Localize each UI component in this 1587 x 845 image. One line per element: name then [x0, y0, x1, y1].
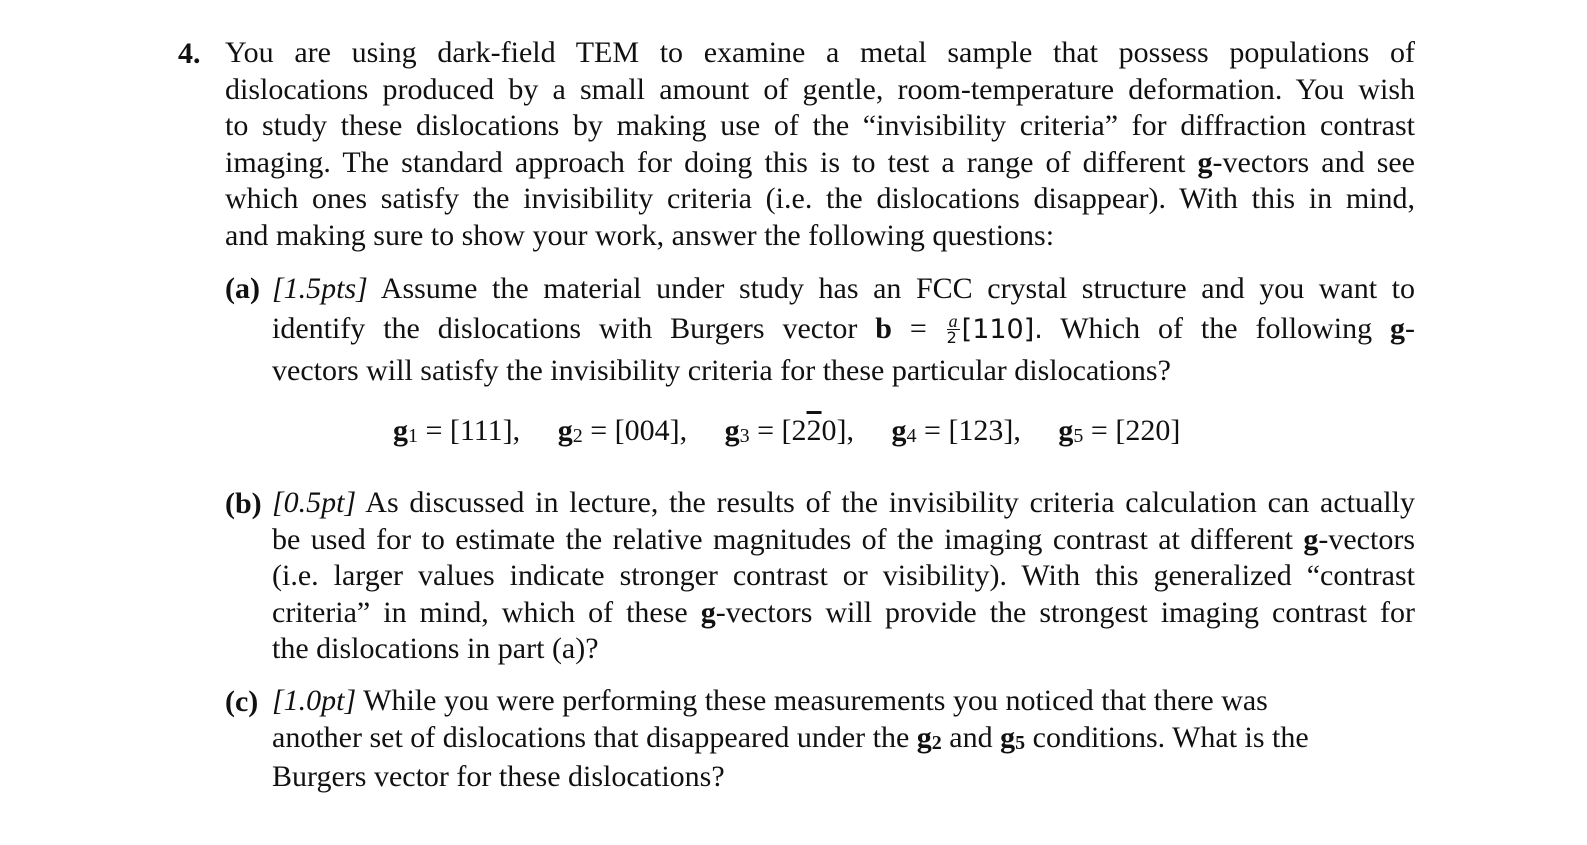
- g-vector-item: [725, 412, 854, 453]
- equals-sign: =: [749, 414, 782, 447]
- g-vector-value: [123],: [948, 414, 1021, 447]
- intro-line: dislocations produced by a small amount of gentle, room-temperature deformation. You wish: [225, 72, 1415, 106]
- part-c-text: While you were performing these measurements you noticed that there was: [363, 684, 1268, 717]
- part-c-points: [1.0pt]: [272, 684, 357, 717]
- part-c-label: (c): [225, 685, 259, 718]
- g-subscript: 2: [572, 425, 583, 447]
- part-b-points: [0.5pt]: [272, 486, 357, 519]
- g-vector-item: [1058, 412, 1180, 453]
- intro-line-part: -vectors and see: [1212, 145, 1415, 179]
- g-symbol: g: [700, 595, 716, 629]
- part-c-line: [272, 720, 1415, 760]
- part-b-label: (b): [225, 487, 262, 520]
- part-c-text: another set of dislocations that disappeared under the: [272, 720, 917, 754]
- part-a-body: [272, 270, 1415, 389]
- g-subscript: 4: [906, 425, 917, 447]
- intro-line: [225, 145, 1415, 182]
- g-vector-list: [393, 412, 1180, 453]
- part-a-text: Assume the material under study has an FCC crystal structure and you want to: [380, 272, 1415, 305]
- g-subscript: 5: [1015, 731, 1026, 754]
- part-a-text: -: [1405, 312, 1415, 345]
- intro-line: and making sure to show your work, answer the following questions:: [225, 218, 1055, 252]
- g-symbol: g: [1197, 145, 1213, 179]
- equals-sign: =: [891, 312, 945, 345]
- g-vector-item: [393, 412, 520, 453]
- part-b-line: the dislocations in part (a)?: [272, 632, 599, 666]
- g-subscript: 3: [739, 425, 750, 447]
- part-a-text: identify the dislocations with Burgers vector: [272, 312, 876, 345]
- g-vector-value: [2: [781, 414, 807, 447]
- burgers-vector: [110].: [961, 314, 1043, 345]
- g-vector-value: [004],: [614, 414, 688, 447]
- g-symbol: g: [891, 414, 907, 447]
- g-vector-value: [220]: [1115, 414, 1181, 447]
- fraction-numerator: a: [948, 310, 958, 331]
- g-symbol: g: [1000, 720, 1016, 754]
- part-a-label: (a): [225, 272, 260, 305]
- part-b-line: [272, 595, 1415, 632]
- part-c-text: conditions. What is the: [1025, 720, 1309, 754]
- part-c-line: [272, 683, 1415, 720]
- fraction-a-over-2: [946, 310, 960, 347]
- part-a-points: [1.5pts]: [272, 272, 368, 305]
- part-c-line: Burgers vector for these dislocations?: [272, 760, 725, 794]
- g-subscript: 2: [931, 731, 942, 754]
- intro-line-part: imaging. The standard approach for doing this is to test a range of different: [225, 145, 1198, 179]
- b-symbol: b: [875, 312, 892, 345]
- equals-sign: =: [1083, 414, 1116, 447]
- g-symbol: g: [1303, 522, 1319, 556]
- part-c-text: and: [941, 720, 1001, 754]
- intro-line: which ones satisfy the invisibility criteria (i.e. the dislocations disappear). With this in mind,: [225, 182, 1415, 216]
- part-a-line: [272, 307, 1415, 352]
- g-vector-item: [558, 412, 687, 453]
- part-c-body: [272, 683, 1415, 796]
- g-vector-value: [111],: [449, 414, 521, 447]
- part-b-text: -vectors will provide the strongest imaging contrast for: [715, 595, 1415, 629]
- g-vector-value: 0],: [821, 414, 855, 447]
- g-vector-item: [892, 412, 1021, 453]
- part-a-text: Which of the following: [1042, 312, 1390, 345]
- part-a-line: vectors will satisfy the invisibility criteria for these particular dislocations?: [272, 354, 1171, 387]
- part-b-line: [272, 485, 1415, 522]
- g-symbol: g: [557, 414, 573, 447]
- equals-sign: =: [582, 414, 615, 447]
- part-b-body: [272, 485, 1415, 668]
- part-b-text: As discussed in lecture, the results of the invisibility criteria calculation can actually: [365, 486, 1415, 519]
- question-number: 4.: [178, 37, 201, 70]
- part-b-text: -vectors: [1318, 522, 1415, 556]
- part-b-text: criteria” in mind, which of these: [272, 595, 701, 629]
- g-subscript: 1: [408, 425, 418, 447]
- g-symbol: g: [916, 720, 932, 754]
- g-symbol: g: [393, 414, 408, 447]
- equals-sign: =: [916, 414, 949, 447]
- intro-line: to study these dislocations by making use of the “invisibility criteria” for diffraction contrast: [225, 109, 1415, 143]
- g-subscript: 5: [1073, 425, 1084, 447]
- question-intro: [225, 35, 1415, 255]
- g-symbol: g: [724, 414, 740, 447]
- g-symbol: g: [1390, 312, 1405, 345]
- equals-sign: =: [418, 414, 450, 447]
- fraction-denominator: 2: [946, 327, 957, 347]
- intro-line: You are using dark-field TEM to examine a metal sample that possess populations of: [225, 36, 1415, 69]
- part-b-line: [272, 522, 1415, 559]
- part-b-line: (i.e. larger values indicate stronger contrast or visibility). With this generalized “contrast: [272, 559, 1415, 593]
- g-symbol: g: [1058, 414, 1074, 447]
- g-vector-bar-digit: 2: [806, 414, 822, 447]
- part-b-text: be used for to estimate the relative magnitudes of the imaging contrast at different: [272, 522, 1304, 556]
- part-a-line: [272, 270, 1415, 307]
